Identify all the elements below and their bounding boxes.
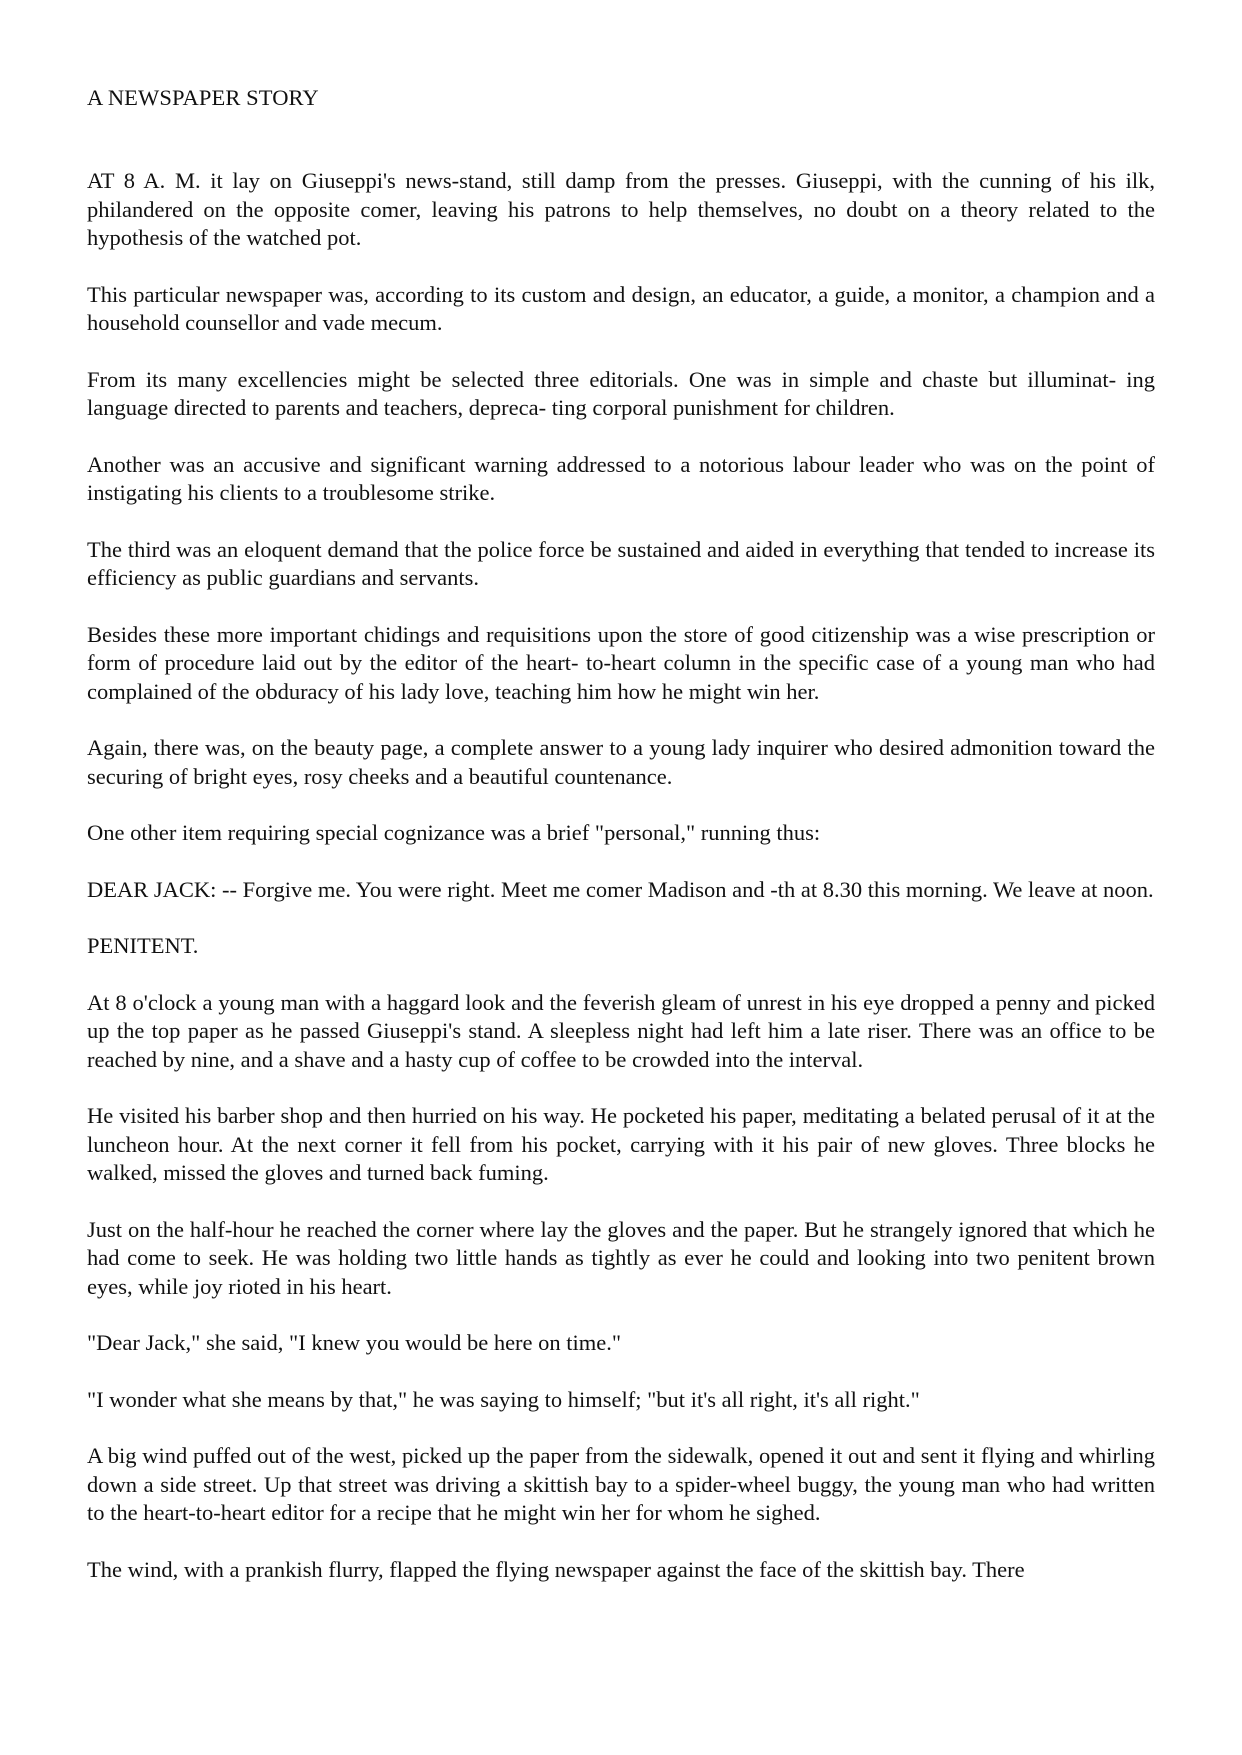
paragraph: This particular newspaper was, according to its custom and design, an educator, a guide, a monitor, a champion and a household counsellor and vade mecum.	[87, 281, 1155, 335]
paragraph: Another was an accusive and significant warning addressed to a notorious labour leader who was on the point of instigating his clients to a troublesome strike.	[87, 451, 1155, 505]
personal-notice: DEAR JACK: -- Forgive me. You were right. Meet me comer Madison and -th at 8.30 this morning. We leave at noon.	[87, 876, 1154, 902]
personal-signature: PENITENT.	[87, 933, 199, 958]
paragraph: AT 8 A. M. it lay on Giuseppi's news-stand, still damp from the presses. Giuseppi, with the cunning of his ilk, philandered on the opposite comer, leaving his patrons to help themselves, no doubt on a theory related to the hypothesis of the watched pot.	[87, 168, 1155, 250]
paragraph: A big wind puffed out of the west, picked up the paper from the sidewalk, opened it out and sent it flying and whirling down a side street. Up that street was driving a skittish bay to a spider-wheel buggy, the young man who had written to the heart-to-heart editor for a recipe that he might win her for whom he sighed.	[87, 1443, 1155, 1525]
dialogue-line: "I wonder what she means by that," he was saying to himself; "but it's all right, it's all right."	[87, 1386, 920, 1412]
paragraph: One other item requiring special cognizance was a brief "personal," running thus:	[87, 820, 821, 845]
paragraph: At 8 o'clock a young man with a haggard look and the feverish gleam of unrest in his eye dropped a penny and picked up the top paper as he passed Giuseppi's stand. A sleepless night had left him a late riser. There was an office to be reached by nine, and a shave and a hasty cup of coffee to be crowded into the interval.	[87, 989, 1155, 1072]
paragraph: Besides these more important chidings and requisitions upon the store of good citizenship was a wise prescription or form of procedure laid out by the editor of the heart- to-heart column in the specific case of a young man who had complained of the obduracy of his lady love, teaching him how he might win her.	[87, 621, 1155, 704]
paragraph: Just on the half-hour he reached the corner where lay the gloves and the paper. But he strangely ignored that which he had come to seek. He was holding two little hands as tightly as ever he could and looking into two penitent brown eyes, while joy rioted in his heart.	[87, 1216, 1155, 1299]
dialogue-line: "Dear Jack," she said, "I knew you would be here on time."	[87, 1330, 622, 1355]
paragraph: The third was an eloquent demand that the police force be sustained and aided in everything that tended to increase its efficiency as public guardians and servants.	[87, 536, 1155, 590]
paragraph-continued: The wind, with a prankish flurry, flapped the flying newspaper against the face of the skittish bay. There	[87, 1556, 1025, 1582]
document-page	[87, 84, 1155, 1584]
paragraph: From its many excellencies might be selected three editorials. One was in simple and chaste but illuminat- ing language directed to parents and teachers, depreca- ting corporal punishment for children.	[87, 366, 1155, 420]
paragraph: Again, there was, on the beauty page, a complete answer to a young lady inquirer who desired admonition toward the securing of bright eyes, rosy cheeks and a beautiful countenance.	[87, 735, 1155, 789]
paragraph: He visited his barber shop and then hurried on his way. He pocketed his paper, meditating a belated perusal of it at the luncheon hour. At the next corner it fell from his pocket, carrying with it his pair of new gloves. Three blocks he walked, missed the gloves and turned back fuming.	[87, 1103, 1155, 1185]
document-title: A NEWSPAPER STORY	[87, 85, 319, 110]
